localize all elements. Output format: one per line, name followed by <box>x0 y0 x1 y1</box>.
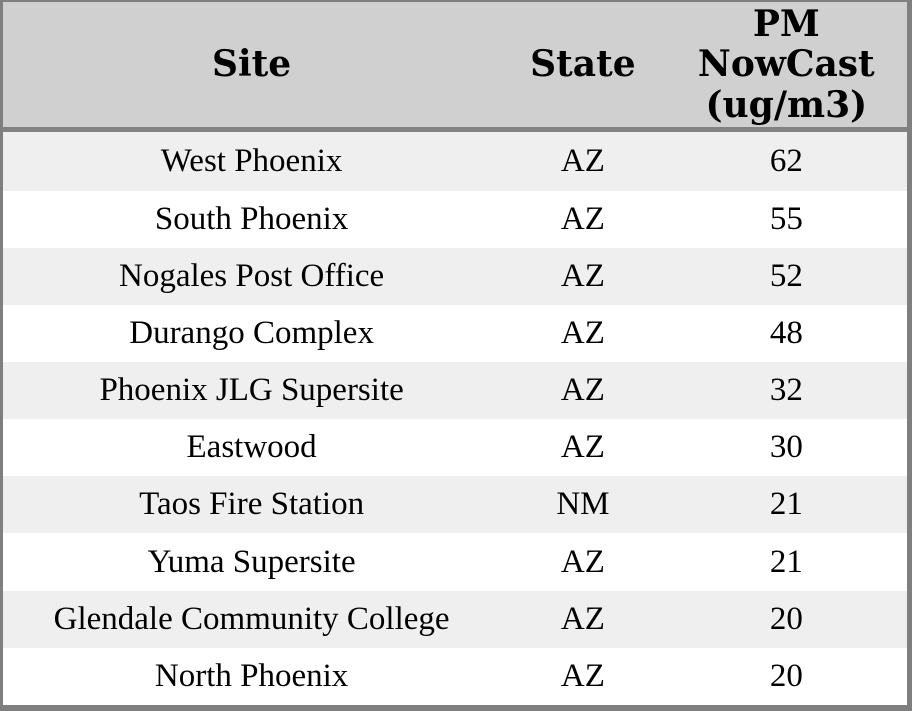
site-cell: Yuma Supersite <box>147 543 356 580</box>
state-cell: AZ <box>560 257 605 294</box>
state-cell: AZ <box>560 372 605 409</box>
column-header-state-label: State <box>530 43 636 86</box>
pm-value-cell: 52 <box>769 257 803 294</box>
pm-value-cell: 21 <box>769 486 803 523</box>
pm-value-cell: 20 <box>769 600 803 637</box>
site-cell: Phoenix JLG Supersite <box>99 372 404 409</box>
site-cell: Durango Complex <box>129 314 374 351</box>
site-cell: Eastwood <box>186 429 317 466</box>
state-cell: AZ <box>560 314 605 351</box>
site-cell: North Phoenix <box>154 657 349 694</box>
column-header-site <box>3 2 500 130</box>
column-header-pm-nowcast-label: PM NowCast (ug/m3) <box>697 3 875 126</box>
table-row <box>3 533 907 590</box>
state-cell: AZ <box>560 657 605 694</box>
table-row <box>3 130 907 191</box>
table-row <box>3 305 907 362</box>
table-row <box>3 191 907 248</box>
header-row <box>3 2 907 130</box>
site-cell: Glendale Community College <box>53 600 450 637</box>
table-row <box>3 248 907 305</box>
table-row <box>3 419 907 476</box>
table-row <box>3 476 907 533</box>
pm-value-cell: 30 <box>769 429 803 466</box>
site-cell: West Phoenix <box>160 142 343 179</box>
site-cell: Taos Fire Station <box>139 486 365 523</box>
column-header-pm-nowcast <box>666 2 907 130</box>
site-cell: Nogales Post Office <box>119 257 385 294</box>
pm-value-cell: 20 <box>769 657 803 694</box>
pm-value-cell: 62 <box>769 142 803 179</box>
state-cell: AZ <box>560 142 605 179</box>
pm-value-cell: 32 <box>769 372 803 409</box>
column-header-state <box>500 2 665 130</box>
site-cell: South Phoenix <box>154 200 349 237</box>
table-row <box>3 362 907 419</box>
state-cell: AZ <box>560 600 605 637</box>
table-row <box>3 648 907 705</box>
state-cell: NM <box>556 486 610 523</box>
state-cell: AZ <box>560 200 605 237</box>
state-cell: AZ <box>560 429 605 466</box>
pm-value-cell: 55 <box>769 200 803 237</box>
pm-value-cell: 48 <box>769 314 803 351</box>
pm-value-cell: 21 <box>769 543 803 580</box>
table-body <box>3 130 907 706</box>
table-header <box>3 2 907 130</box>
state-cell: AZ <box>560 543 605 580</box>
column-header-site-label: Site <box>211 43 292 86</box>
pm-nowcast-table <box>3 2 907 705</box>
table-row <box>3 591 907 648</box>
